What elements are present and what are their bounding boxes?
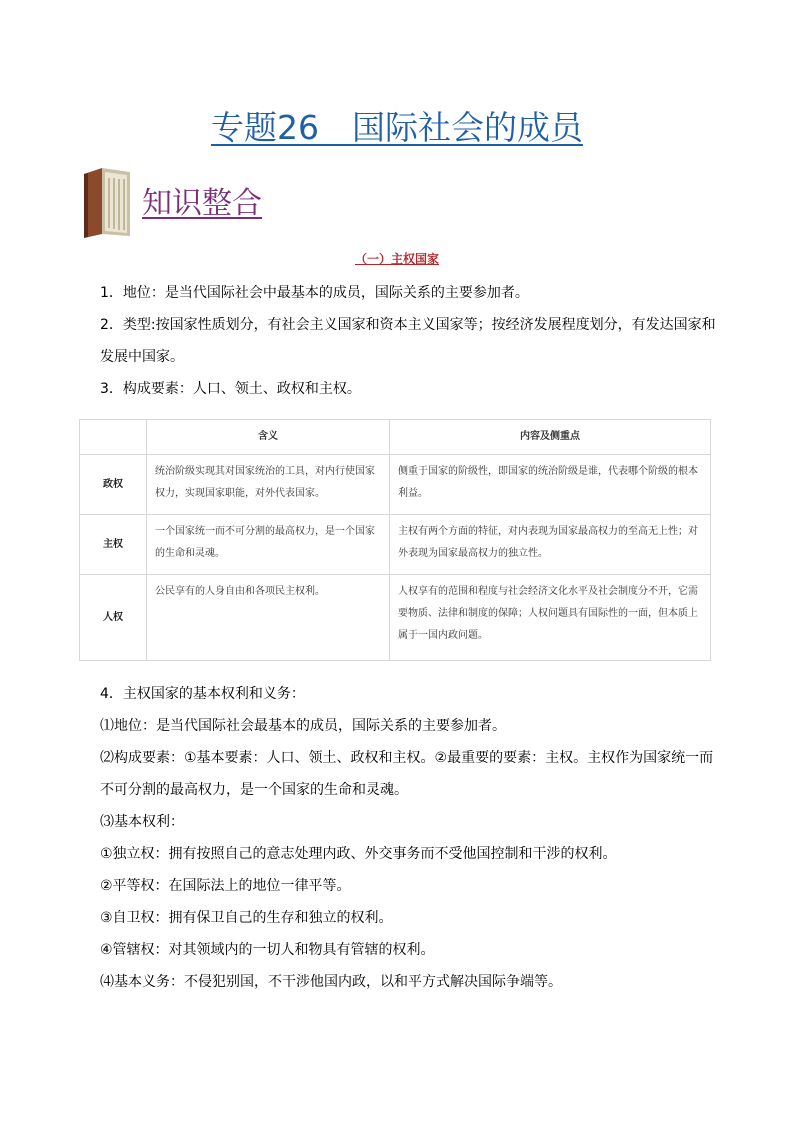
- table-row: [80, 575, 711, 661]
- row-name: 政权: [80, 455, 147, 515]
- row-meaning: 统治阶级实现其对国家统治的工具，对内行使国家权力，实现国家职能，对外代表国家。: [147, 455, 390, 515]
- item4-rights-heading: ⑶基本权利：: [100, 814, 184, 830]
- table-header-meaning: 含义: [147, 420, 390, 455]
- row-content: 主权有两个方面的特征，对内表现为国家最高权力的至高无上性；对外表现为国家最高权力的独立性。: [390, 515, 711, 575]
- right-independence: ①独立权：拥有按照自己的意志处理内政、外交事务而不受他国控制和干涉的权利。: [100, 846, 617, 862]
- intro-item-3: 3．构成要素：人口、领土、政权和主权。: [100, 381, 361, 397]
- table-row: [80, 515, 711, 575]
- book-icon: [80, 168, 136, 238]
- right-jurisdiction: ④管辖权：对其领域内的一切人和物具有管辖的权利。: [100, 942, 435, 958]
- row-content: 人权享有的范围和程度与社会经济文化水平及社会制度分不开，它需要物质、法律和制度的保障；人权问题具有国际性的一面，但本质上属于一国内政问题。: [390, 575, 711, 661]
- item4-heading: 4．主权国家的基本权利和义务：: [100, 686, 305, 702]
- section-label: 知识整合: [142, 186, 262, 221]
- section-badge: [80, 168, 280, 240]
- right-equality: ②平等权：在国际法上的地位一律平等。: [100, 878, 351, 894]
- item4-position: ⑴地位：是当代国际社会最基本的成员，国际关系的主要参加者。: [100, 718, 506, 734]
- comparison-table: [79, 419, 711, 661]
- item4-elements: ⑵构成要素：①基本要素：人口、领土、政权和主权。②最重要的要素：主权。主权作为国家统一而不可分割的最高权力，是一个国家的生命和灵魂。: [100, 750, 714, 798]
- row-meaning: 一个国家统一而不可分割的最高权力，是一个国家的生命和灵魂。: [147, 515, 390, 575]
- table-header-content: 内容及侧重点: [390, 420, 711, 455]
- table-header-blank: [80, 420, 147, 455]
- row-name: 人权: [80, 575, 147, 661]
- section-subhead: （一）主权国家: [354, 252, 439, 266]
- row-name: 主权: [80, 515, 147, 575]
- right-self-defense: ③自卫权：拥有保卫自己的生存和独立的权利。: [100, 910, 393, 926]
- table-header-row: [80, 420, 711, 455]
- page-title: 专题26 国际社会的成员: [211, 108, 583, 147]
- table-row: [80, 455, 711, 515]
- row-content: 侧重于国家的阶级性，即国家的统治阶级是谁，代表哪个阶级的根本利益。: [390, 455, 711, 515]
- intro-item-1: 1．地位：是当代国际社会中最基本的成员，国际关系的主要参加者。: [100, 285, 529, 301]
- intro-item-2: 2．类型:按国家性质划分，有社会主义国家和资本主义国家等；按经济发展程度划分，有发达国家和发展中国家。: [100, 317, 716, 365]
- item4-obligations: ⑷基本义务：不侵犯别国，不干涉他国内政，以和平方式解决国际争端等。: [100, 974, 562, 990]
- row-meaning: 公民享有的人身自由和各项民主权利。: [147, 575, 390, 661]
